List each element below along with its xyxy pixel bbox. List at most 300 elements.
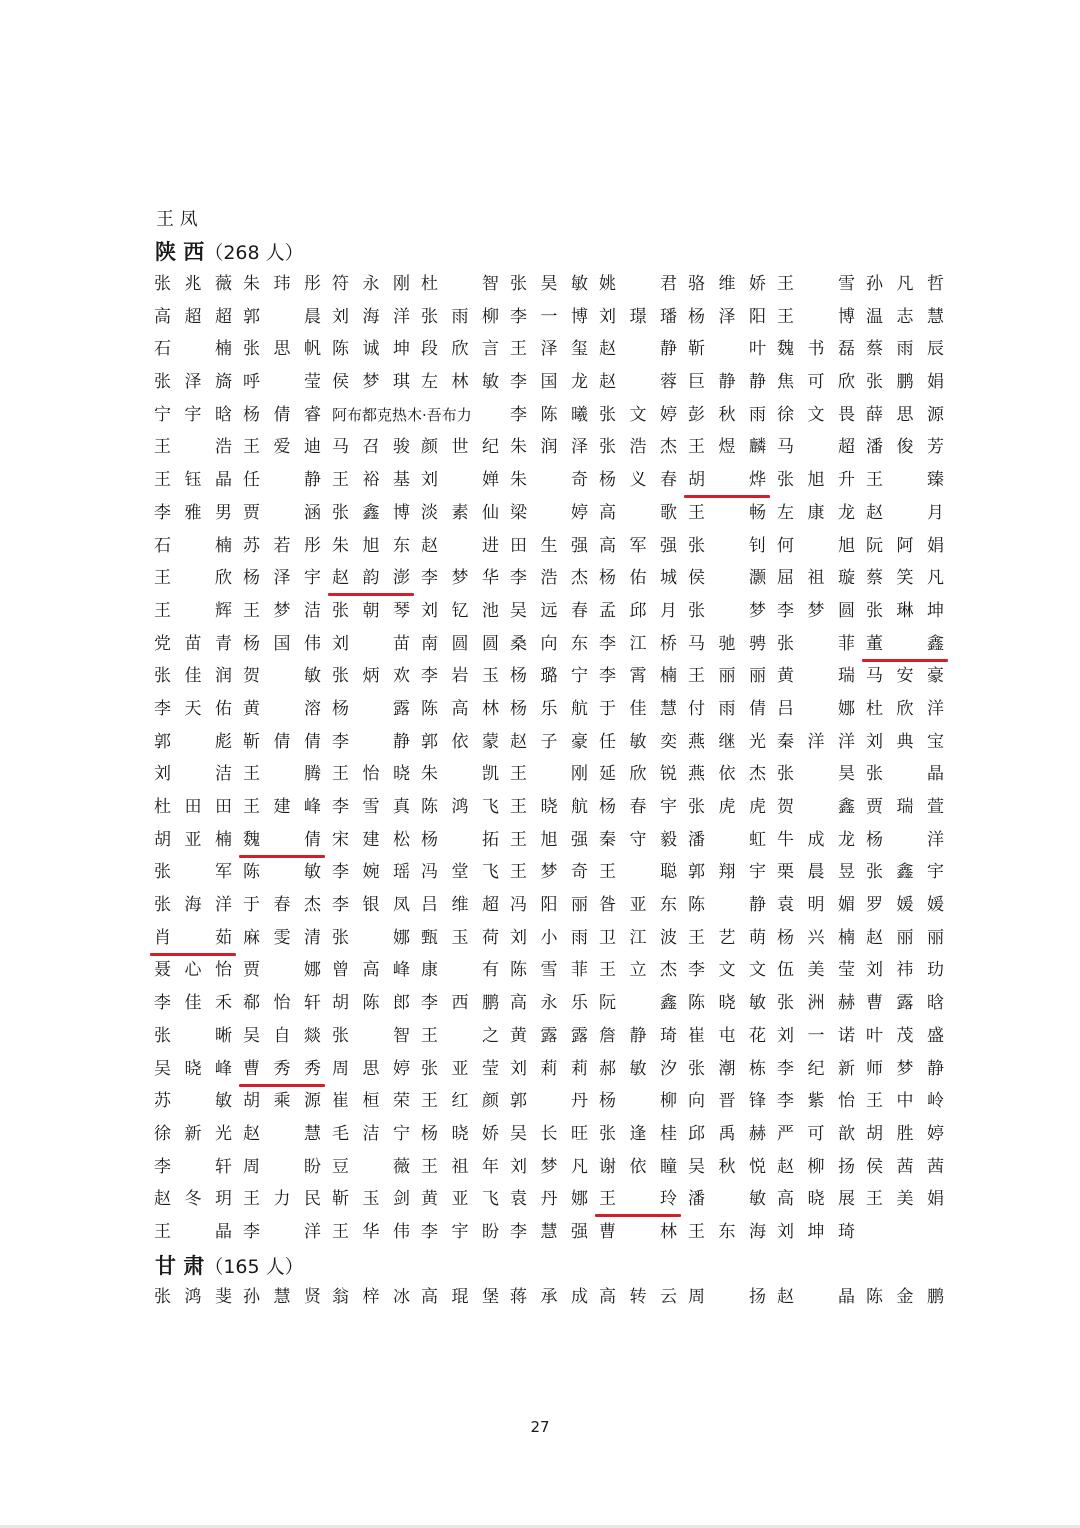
name-entry: 潘俊芳 [866, 437, 944, 458]
name-entry: 杨璐宁 [510, 666, 588, 687]
name-entry: 侯 灏 [688, 568, 766, 589]
name-row [154, 1183, 944, 1216]
name-entry: 王 晶 [154, 1221, 232, 1242]
name-row [154, 1118, 944, 1151]
name-entry: 李 静 [332, 731, 410, 752]
province-name: 甘 肃 [155, 1254, 205, 1278]
name-entry: 宋建松 [332, 829, 410, 850]
name-entry: 王煜麟 [688, 437, 766, 458]
name-entry: 王 浩 [154, 437, 232, 458]
name-entry: 侯茜茜 [866, 1156, 944, 1177]
name-entry: 张 梦 [688, 600, 766, 621]
name-entry: 梁 婷 [510, 502, 588, 523]
name-entry: 周 扬 [688, 1287, 766, 1307]
name-entry: 曾高峰 [332, 960, 410, 981]
name-entry: 朱 奇 [510, 470, 588, 491]
name-entry: 薛思源 [866, 404, 944, 425]
name-entry: 刘 婵 [421, 470, 499, 491]
name-row [154, 1151, 944, 1184]
name-entry: 王东海 [688, 1221, 766, 1242]
name-entry: 周思婷 [332, 1058, 410, 1079]
name-entry: 马召骏 [332, 437, 410, 458]
name-row [154, 628, 944, 661]
name-entry: 王 之 [421, 1025, 499, 1046]
name-entry: 淡素仙 [421, 502, 499, 523]
name-entry: 师梦静 [866, 1058, 944, 1079]
name-entry: 李天佑 [154, 698, 232, 719]
name-entry: 苏 敏 [154, 1091, 232, 1112]
name-entry: 骆维娇 [688, 274, 766, 294]
name-entry: 何 旭 [777, 535, 855, 556]
name-row [154, 497, 944, 530]
name-entry: 王爱迪 [243, 437, 321, 458]
name-row [154, 1216, 934, 1249]
name-entry: 赵柳扬 [777, 1156, 855, 1177]
name-entry: 赵 月 [866, 502, 944, 523]
name-entry: 陈雪菲 [510, 960, 588, 981]
name-entry: 潘 敏 [688, 1189, 766, 1210]
name-entry: 张鸿斐 [154, 1287, 232, 1307]
name-entry: 李江桥 [599, 633, 677, 654]
name-entry-underlined: 曹秀秀 [243, 1053, 321, 1085]
name-entry: 蒋承成 [510, 1287, 588, 1307]
name-entry: 王 博 [777, 306, 855, 327]
name-entry: 杨泽宇 [243, 568, 321, 589]
name-entry: 李佳禾 [154, 993, 232, 1014]
name-entry: 李银凤 [332, 895, 410, 916]
name-row [154, 856, 944, 889]
name-entry: 邱禹赫 [688, 1123, 766, 1144]
name-entry: 陈诚坤 [332, 339, 410, 360]
name-entry: 任敏奕 [599, 731, 677, 752]
name-entry: 郭翔宇 [688, 862, 766, 883]
name-entry: 王 雪 [777, 274, 855, 294]
name-entry: 郝敏汐 [599, 1058, 677, 1079]
name-entry: 贾 涵 [243, 502, 321, 523]
name-entry: 王 辉 [154, 600, 232, 621]
name-entry: 赵冬玥 [154, 1189, 232, 1210]
name-entry: 张昊敏 [510, 274, 588, 294]
name-entry: 刘海洋 [332, 306, 410, 327]
name-entry: 刘莉莉 [510, 1058, 588, 1079]
name-entry: 石 楠 [154, 535, 232, 556]
name-entry: 贺 鑫 [777, 797, 855, 817]
name-entry: 冯堂飞 [421, 862, 499, 883]
name-entry: 阮 鑫 [599, 993, 677, 1014]
name-entry: 郗怡轩 [243, 993, 321, 1014]
name-entry-underlined: 董 鑫 [866, 628, 944, 660]
name-entry: 秦洋洋 [777, 731, 855, 752]
name-entry: 党苗青 [154, 633, 232, 654]
name-entry: 侯梦琪 [332, 372, 410, 393]
name-entry: 卫江波 [599, 927, 677, 948]
name-entry: 刘一诺 [777, 1025, 855, 1046]
name-row [154, 660, 944, 693]
name-entry: 王华伟 [332, 1221, 410, 1242]
name-entry: 杨 洋 [866, 829, 944, 850]
name-entry: 王 臻 [866, 470, 944, 491]
name-entry: 黄露露 [510, 1025, 588, 1046]
name-entry: 王梦奇 [510, 862, 588, 883]
name-entry: 李文文 [688, 960, 766, 981]
name-entry: 张 娜 [332, 927, 410, 948]
name-entry: 曹 林 [599, 1221, 677, 1242]
name-entry: 徐文畏 [777, 404, 855, 425]
name-entry: 吴长旺 [510, 1123, 588, 1144]
name-entry: 杨义春 [599, 470, 677, 491]
name-entry: 燕依杰 [688, 764, 766, 785]
name-entry: 徐新光 [154, 1123, 232, 1144]
name-entry: 向晋锋 [688, 1091, 766, 1112]
name-entry: 刘祎玏 [866, 960, 944, 981]
name-row [154, 987, 944, 1020]
name-entry: 王 畅 [688, 502, 766, 523]
name-entry: 刘小雨 [510, 927, 588, 948]
name-entry: 焦可欣 [777, 372, 855, 393]
name-entry: 苏若彤 [243, 535, 321, 556]
section-heading-gansu [155, 1250, 304, 1280]
name-entry: 张 军 [154, 862, 232, 883]
name-entry: 颜世纪 [421, 437, 499, 458]
name-row [154, 1085, 944, 1118]
name-row [154, 562, 944, 595]
name-entry: 张海洋 [154, 895, 232, 916]
name-entry: 黄 瑞 [777, 666, 855, 687]
name-entry: 屈祖璇 [777, 568, 855, 589]
name-entry: 王梦洁 [243, 600, 321, 621]
name-entry: 吕 娜 [777, 698, 855, 719]
name-entry: 甄玉荷 [421, 927, 499, 948]
name-entry: 张文婷 [599, 404, 677, 425]
province-count: （165 人） [204, 1256, 304, 1278]
name-entry: 张鑫博 [332, 502, 410, 523]
name-entry: 张兆薇 [154, 274, 232, 294]
name-entry: 赵 慧 [243, 1123, 321, 1144]
name-entry: 杨晓娇 [421, 1123, 499, 1144]
name-entry-underlined: 王 玲 [599, 1183, 677, 1215]
name-entry: 赵子豪 [510, 731, 588, 752]
name-entry: 杜田田 [154, 797, 232, 817]
name-entry: 刘典宝 [866, 731, 944, 752]
name-entry: 靳玉剑 [332, 1189, 410, 1210]
name-entry: 张潮栋 [688, 1058, 766, 1079]
name-entry: 张雨柳 [421, 306, 499, 327]
name-entry: 李雪真 [332, 797, 410, 817]
name-row [154, 399, 944, 432]
name-entry: 高军强 [599, 535, 677, 556]
name-entry: 任 静 [243, 470, 321, 491]
name-entry: 马安豪 [866, 666, 944, 687]
name-entry: 王晓航 [510, 797, 588, 817]
name-entry: 孙慧贤 [243, 1287, 321, 1307]
name-entry: 张琳坤 [866, 600, 944, 621]
name-entry: 赵 进 [421, 535, 499, 556]
name-entry: 胡乘源 [243, 1091, 321, 1112]
name-entry: 李宇盼 [421, 1221, 499, 1242]
name-entry: 李陈曦 [510, 404, 588, 425]
name-entry: 田生强 [510, 535, 588, 556]
name-entry: 李梦圆 [777, 600, 855, 621]
name-row [154, 464, 944, 497]
name-entry: 马驰骋 [688, 633, 766, 654]
name-entry: 呼 莹 [243, 372, 321, 393]
name-entry: 崔桓荣 [332, 1091, 410, 1112]
name-entry: 杨兴楠 [777, 927, 855, 948]
name-entry: 陈 静 [688, 895, 766, 916]
name-entry: 王 欣 [154, 568, 232, 589]
name-entry: 陈金鹏 [866, 1287, 944, 1307]
name-entry: 王泽玺 [510, 339, 588, 360]
name-entry: 郭 丹 [510, 1091, 588, 1112]
name-entry: 郭依蒙 [421, 731, 499, 752]
name-row [154, 693, 944, 726]
name-entry: 孟邱月 [599, 600, 677, 621]
name-row [154, 922, 944, 955]
name-entry: 胡胜婷 [866, 1123, 944, 1144]
name-row [154, 595, 944, 628]
name-entry: 李岩玉 [421, 666, 499, 687]
name-entry: 潘 虹 [688, 829, 766, 850]
name-entry-underlined: 赵韵澎 [332, 562, 410, 594]
name-entry-underlined: 胡 烨 [688, 464, 766, 496]
name-row [154, 889, 944, 922]
name-entry-underlined: 肖 茹 [154, 922, 232, 954]
name-entry: 马 超 [777, 437, 855, 458]
name-entry: 吴远春 [510, 600, 588, 621]
name-entry: 张 晰 [154, 1025, 232, 1046]
name-entry: 巨静静 [688, 372, 766, 393]
name-entry: 刘璟璠 [599, 306, 677, 327]
name-entry: 蔡雨辰 [866, 339, 944, 360]
name-entry: 张鹏娟 [866, 372, 944, 393]
name-entry: 麻雯清 [243, 927, 321, 948]
name-entry: 高琨堡 [421, 1287, 499, 1307]
name-entry: 张泽旖 [154, 372, 232, 393]
name-entry: 魏书磊 [777, 339, 855, 360]
name-entry: 王丽丽 [688, 666, 766, 687]
name-entry: 罗媛媛 [866, 895, 944, 916]
name-entry: 段欣言 [421, 339, 499, 360]
name-row [154, 954, 944, 987]
name-entry: 赵 晶 [777, 1287, 855, 1307]
name-entry: 郭 彪 [154, 731, 232, 752]
name-entry: 张鑫宇 [866, 862, 944, 883]
name-entry: 吕维超 [421, 895, 499, 916]
name-entry: 杨 拓 [421, 829, 499, 850]
name-row [154, 1053, 944, 1086]
name-entry: 陈晓敏 [688, 993, 766, 1014]
name-entry: 张 智 [332, 1025, 410, 1046]
name-entry: 温志慧 [866, 306, 944, 327]
name-entry: 王红颜 [421, 1091, 499, 1112]
name-entry: 赵丽丽 [866, 927, 944, 948]
name-entry: 靳 叶 [688, 339, 766, 360]
name-entry: 伍美莹 [777, 960, 855, 981]
name-entry: 陈 敏 [243, 862, 321, 883]
name-entry: 张炳欢 [332, 666, 410, 687]
name-entry: 张虎虎 [688, 797, 766, 817]
name-entry: 王 刚 [510, 764, 588, 785]
name-entry: 刘 洁 [154, 764, 232, 785]
name-row [154, 530, 944, 563]
name-entry: 高转云 [599, 1287, 677, 1307]
name-entry: 付雨倩 [688, 698, 766, 719]
name-entry: 贺 敏 [243, 666, 321, 687]
name-entry: 孙凡哲 [866, 274, 944, 294]
name-entry: 刘 苗 [332, 633, 410, 654]
name-entry: 燕继光 [688, 731, 766, 752]
name-entry: 冯阳丽 [510, 895, 588, 916]
name-entry: 左康龙 [777, 502, 855, 523]
name-entry: 牛成龙 [777, 829, 855, 850]
name-row [154, 366, 944, 399]
name-entry: 秦守毅 [599, 829, 677, 850]
name-entry: 杜欣洋 [866, 698, 944, 719]
name-entry: 于佳慧 [599, 698, 677, 719]
name-entry: 左林敏 [421, 372, 499, 393]
name-entry: 朱玮彤 [243, 274, 321, 294]
section-heading-shaanxi [155, 236, 304, 266]
name-entry: 高超超 [154, 306, 232, 327]
name-entry: 张浩杰 [599, 437, 677, 458]
name-entry: 王旭强 [510, 829, 588, 850]
name-entry: 杨国伟 [243, 633, 321, 654]
name-entry: 栗晨昱 [777, 862, 855, 883]
name-entry: 延欣锐 [599, 764, 677, 785]
name-entry: 张 钊 [688, 535, 766, 556]
name-entry: 杨 露 [332, 698, 410, 719]
name-entry: 袁丹娜 [510, 1189, 588, 1210]
name-entry: 张逢桂 [599, 1123, 677, 1144]
name-entry: 王裕基 [332, 470, 410, 491]
name-entry: 刘钇池 [421, 600, 499, 621]
name-entry: 石 楠 [154, 339, 232, 360]
name-entry: 李浩杰 [510, 568, 588, 589]
name-entry: 杜 智 [421, 274, 499, 294]
name-entry: 张亚莹 [421, 1058, 499, 1079]
name-entry: 张洲赫 [777, 993, 855, 1014]
name-entry: 贾 娜 [243, 960, 321, 981]
name-entry: 李雅男 [154, 502, 232, 523]
name-entry: 朱润泽 [510, 437, 588, 458]
name-entry: 陈鸿飞 [421, 797, 499, 817]
name-row [154, 726, 944, 759]
name-row [154, 791, 944, 824]
name-entry: 张 菲 [777, 633, 855, 654]
name-row [154, 268, 944, 301]
name-entry: 李紫怡 [777, 1091, 855, 1112]
name-entry: 姚 君 [599, 274, 677, 294]
name-entry: 胡亚楠 [154, 829, 232, 850]
name-entry: 王怡晓 [332, 764, 410, 785]
name-row [154, 758, 944, 791]
name-entry: 高 歌 [599, 502, 677, 523]
name-entry: 李霄楠 [599, 666, 677, 687]
name-row [154, 1281, 944, 1314]
name-entry: 桑向东 [510, 633, 588, 654]
name-entry: 刘坤琦 [777, 1221, 855, 1242]
name-entry: 张旭升 [777, 470, 855, 491]
name-entry: 康 有 [421, 960, 499, 981]
name-entry: 高永乐 [510, 993, 588, 1014]
name-entry: 杨佑城 [599, 568, 677, 589]
name-entry: 张思帆 [243, 339, 321, 360]
name-entry: 张 晶 [866, 764, 944, 785]
name-entry: 阿布都克热木·吾布力 [332, 405, 472, 424]
name-entry: 赵 静 [599, 339, 677, 360]
name-entry: 李纪新 [777, 1058, 855, 1079]
name-entry: 翁梓冰 [332, 1287, 410, 1307]
name-entry: 谢依瞳 [599, 1156, 677, 1177]
name-entry: 张朝琴 [332, 600, 410, 621]
name-entry: 李一博 [510, 306, 588, 327]
lead-name: 王 凤 [156, 209, 198, 230]
name-entry: 南圆圆 [421, 633, 499, 654]
name-entry: 周 盼 [243, 1156, 321, 1177]
name-entry: 李慧强 [510, 1221, 588, 1242]
name-entry: 王建峰 [243, 797, 321, 817]
name-row [154, 1020, 944, 1053]
name-entry: 王艺萌 [688, 927, 766, 948]
name-entry-underlined: 魏 倩 [243, 824, 321, 856]
name-entry: 刘梦凡 [510, 1156, 588, 1177]
name-entry: 李梦华 [421, 568, 499, 589]
name-entry: 李 轩 [154, 1156, 232, 1177]
name-entry: 李 洋 [243, 1221, 321, 1242]
name-entry: 高晓展 [777, 1189, 855, 1210]
name-entry: 符永刚 [332, 274, 410, 294]
name-entry: 严可歆 [777, 1123, 855, 1144]
name-entry: 贾瑞萱 [866, 797, 944, 817]
name-entry: 王中岭 [866, 1091, 944, 1112]
name-entry: 王立杰 [599, 960, 677, 981]
name-entry: 崔屯花 [688, 1025, 766, 1046]
name-entry: 王 腾 [243, 764, 321, 785]
name-entry: 詹静琦 [599, 1025, 677, 1046]
name-entry: 于春杰 [243, 895, 321, 916]
name-entry: 聂心怡 [154, 960, 232, 981]
name-entry: 黄 溶 [243, 698, 321, 719]
name-entry: 陈高林 [421, 698, 499, 719]
name-entry: 王钰晶 [154, 470, 232, 491]
province-count: （268 人） [204, 242, 304, 264]
name-entry: 曹露晗 [866, 993, 944, 1014]
name-entry: 阮阿娟 [866, 535, 944, 556]
name-grid-shaanxi [154, 268, 944, 1249]
name-entry: 吴自燚 [243, 1025, 321, 1046]
name-row [154, 333, 944, 366]
name-entry: 朱 凯 [421, 764, 499, 785]
name-entry: 朱旭东 [332, 535, 410, 556]
name-entry: 张 昊 [777, 764, 855, 785]
name-entry: 杨泽阳 [688, 306, 766, 327]
name-entry: 吴秋悦 [688, 1156, 766, 1177]
name-entry: 郭 晨 [243, 306, 321, 327]
name-entry: 胡陈郎 [332, 993, 410, 1014]
name-entry: 吴晓峰 [154, 1058, 232, 1079]
name-entry: 杨乐航 [510, 698, 588, 719]
name-entry: 豆 薇 [332, 1156, 410, 1177]
name-entry: 李国龙 [510, 372, 588, 393]
name-row [154, 301, 944, 334]
name-entry: 赵 蓉 [599, 372, 677, 393]
name-entry: 黄亚飞 [421, 1189, 499, 1210]
page-number: 27 [530, 1418, 550, 1436]
name-entry: 昝亚东 [599, 895, 677, 916]
name-entry: 张佳润 [154, 666, 232, 687]
name-row [154, 824, 944, 857]
name-entry: 杨春宇 [599, 797, 677, 817]
